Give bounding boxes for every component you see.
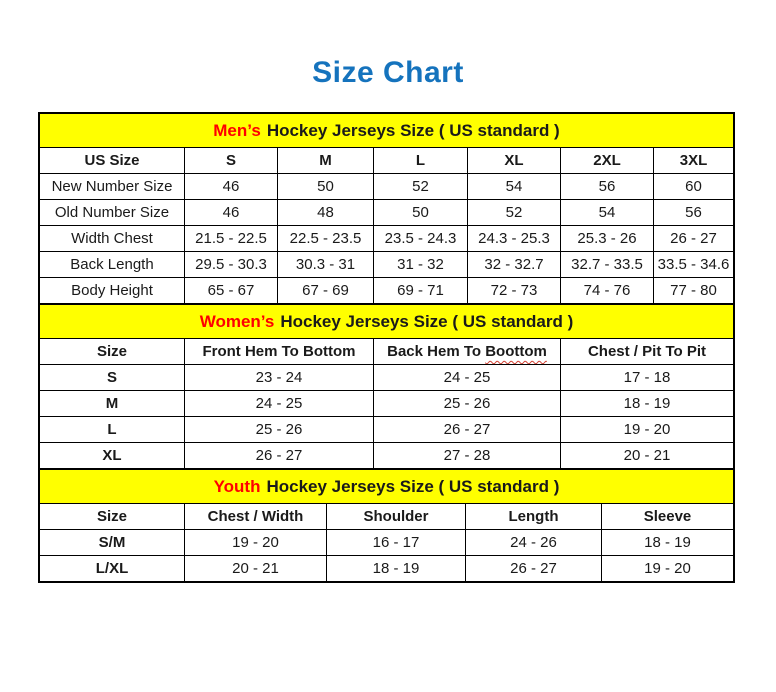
value-cell: 50 (374, 200, 468, 226)
value-cell: 27 - 28 (374, 443, 561, 469)
table-row (40, 391, 734, 417)
value-cell: 52 (374, 174, 468, 200)
column-header-cell: 2XL (561, 148, 654, 174)
page-title: Size Chart (312, 56, 464, 89)
table-row (40, 443, 734, 469)
value-cell: 26 - 27 (466, 556, 602, 582)
table-row (40, 174, 734, 200)
womens-column-header-row (40, 339, 734, 365)
mens-column-header-row (40, 148, 734, 174)
table-row (40, 200, 734, 226)
value-cell: 60 (654, 174, 734, 200)
value-cell: 54 (468, 174, 561, 200)
misspelled-word-squiggle: Boottom (485, 343, 547, 360)
row-label-cell: L (40, 417, 185, 443)
value-cell: 18 - 19 (602, 530, 734, 556)
value-cell: 20 - 21 (185, 556, 327, 582)
column-header-cell: Shoulder (327, 504, 466, 530)
value-cell: 46 (185, 174, 278, 200)
row-label-cell: New Number Size (40, 174, 185, 200)
value-cell: 56 (561, 174, 654, 200)
value-cell: 25 - 26 (374, 391, 561, 417)
value-cell: 24 - 25 (185, 391, 374, 417)
table-row (40, 530, 734, 556)
mens-table-body (40, 174, 734, 304)
womens-section-band (40, 305, 734, 339)
column-header-cell: Sleeve (602, 504, 734, 530)
value-cell: 20 - 21 (561, 443, 734, 469)
value-cell: 23.5 - 24.3 (374, 226, 468, 252)
row-label-cell: S/M (40, 530, 185, 556)
value-cell: 25.3 - 26 (561, 226, 654, 252)
value-cell: 26 - 27 (374, 417, 561, 443)
youth-column-header-row (40, 504, 734, 530)
value-cell: 48 (278, 200, 374, 226)
womens-section-title (40, 305, 734, 339)
value-cell: 18 - 19 (561, 391, 734, 417)
value-cell: 16 - 17 (327, 530, 466, 556)
value-cell: 56 (654, 200, 734, 226)
value-cell: 46 (185, 200, 278, 226)
column-header-cell (374, 339, 561, 365)
table-row (40, 417, 734, 443)
column-header-cell: Front Hem To Bottom (185, 339, 374, 365)
row-label-cell: M (40, 391, 185, 417)
table-row (40, 556, 734, 582)
value-cell: 30.3 - 31 (278, 252, 374, 278)
size-chart-page (0, 56, 776, 583)
value-cell: 25 - 26 (185, 417, 374, 443)
value-cell: 29.5 - 30.3 (185, 252, 278, 278)
youth-table-body (40, 530, 734, 582)
value-cell: 74 - 76 (561, 278, 654, 304)
size-chart-container (38, 112, 735, 583)
column-header-text: Back Hem To (387, 343, 486, 360)
row-label-cell: Back Length (40, 252, 185, 278)
value-cell: 67 - 69 (278, 278, 374, 304)
value-cell: 24.3 - 25.3 (468, 226, 561, 252)
mens-section-title-highlight: Men’s (213, 120, 261, 140)
womens-section-title-highlight: Women’s (199, 311, 275, 331)
value-cell: 23 - 24 (185, 365, 374, 391)
row-label-cell: Body Height (40, 278, 185, 304)
mens-section-title (40, 114, 734, 148)
column-header-cell: Chest / Pit To Pit (561, 339, 734, 365)
value-cell: 22.5 - 23.5 (278, 226, 374, 252)
column-header-cell: Length (466, 504, 602, 530)
row-label-cell: L/XL (40, 556, 185, 582)
table-row (40, 226, 734, 252)
value-cell: 65 - 67 (185, 278, 278, 304)
column-header-cell: Size (40, 504, 185, 530)
value-cell: 54 (561, 200, 654, 226)
value-cell: 17 - 18 (561, 365, 734, 391)
youth-size-table (39, 469, 734, 582)
value-cell: 33.5 - 34.6 (654, 252, 734, 278)
value-cell: 26 - 27 (654, 226, 734, 252)
column-header-cell: L (374, 148, 468, 174)
column-header-cell: S (185, 148, 278, 174)
value-cell: 18 - 19 (327, 556, 466, 582)
value-cell: 52 (468, 200, 561, 226)
youth-section-title (40, 470, 734, 504)
youth-section-title-rest: Hockey Jerseys Size ( US standard ) (266, 476, 560, 496)
table-row (40, 278, 734, 304)
table-row (40, 252, 734, 278)
value-cell: 21.5 - 22.5 (185, 226, 278, 252)
column-header-cell: US Size (40, 148, 185, 174)
value-cell: 69 - 71 (374, 278, 468, 304)
value-cell: 24 - 25 (374, 365, 561, 391)
mens-section-band (40, 114, 734, 148)
value-cell: 26 - 27 (185, 443, 374, 469)
row-label-cell: Width Chest (40, 226, 185, 252)
row-label-cell: XL (40, 443, 185, 469)
mens-section-title-rest: Hockey Jerseys Size ( US standard ) (266, 120, 560, 140)
youth-section-band (40, 470, 734, 504)
value-cell: 24 - 26 (466, 530, 602, 556)
value-cell: 31 - 32 (374, 252, 468, 278)
value-cell: 19 - 20 (561, 417, 734, 443)
youth-section-title-highlight: Youth (213, 476, 261, 496)
row-label-cell: Old Number Size (40, 200, 185, 226)
womens-table-body (40, 365, 734, 469)
value-cell: 32.7 - 33.5 (561, 252, 654, 278)
womens-section-title-rest: Hockey Jerseys Size ( US standard ) (280, 311, 574, 331)
column-header-cell: M (278, 148, 374, 174)
mens-size-table (39, 113, 734, 304)
value-cell: 72 - 73 (468, 278, 561, 304)
table-row (40, 365, 734, 391)
value-cell: 19 - 20 (602, 556, 734, 582)
value-cell: 32 - 32.7 (468, 252, 561, 278)
value-cell: 50 (278, 174, 374, 200)
value-cell: 19 - 20 (185, 530, 327, 556)
column-header-cell: 3XL (654, 148, 734, 174)
column-header-cell: Chest / Width (185, 504, 327, 530)
womens-size-table (39, 304, 734, 469)
row-label-cell: S (40, 365, 185, 391)
column-header-cell: Size (40, 339, 185, 365)
value-cell: 77 - 80 (654, 278, 734, 304)
column-header-cell: XL (468, 148, 561, 174)
